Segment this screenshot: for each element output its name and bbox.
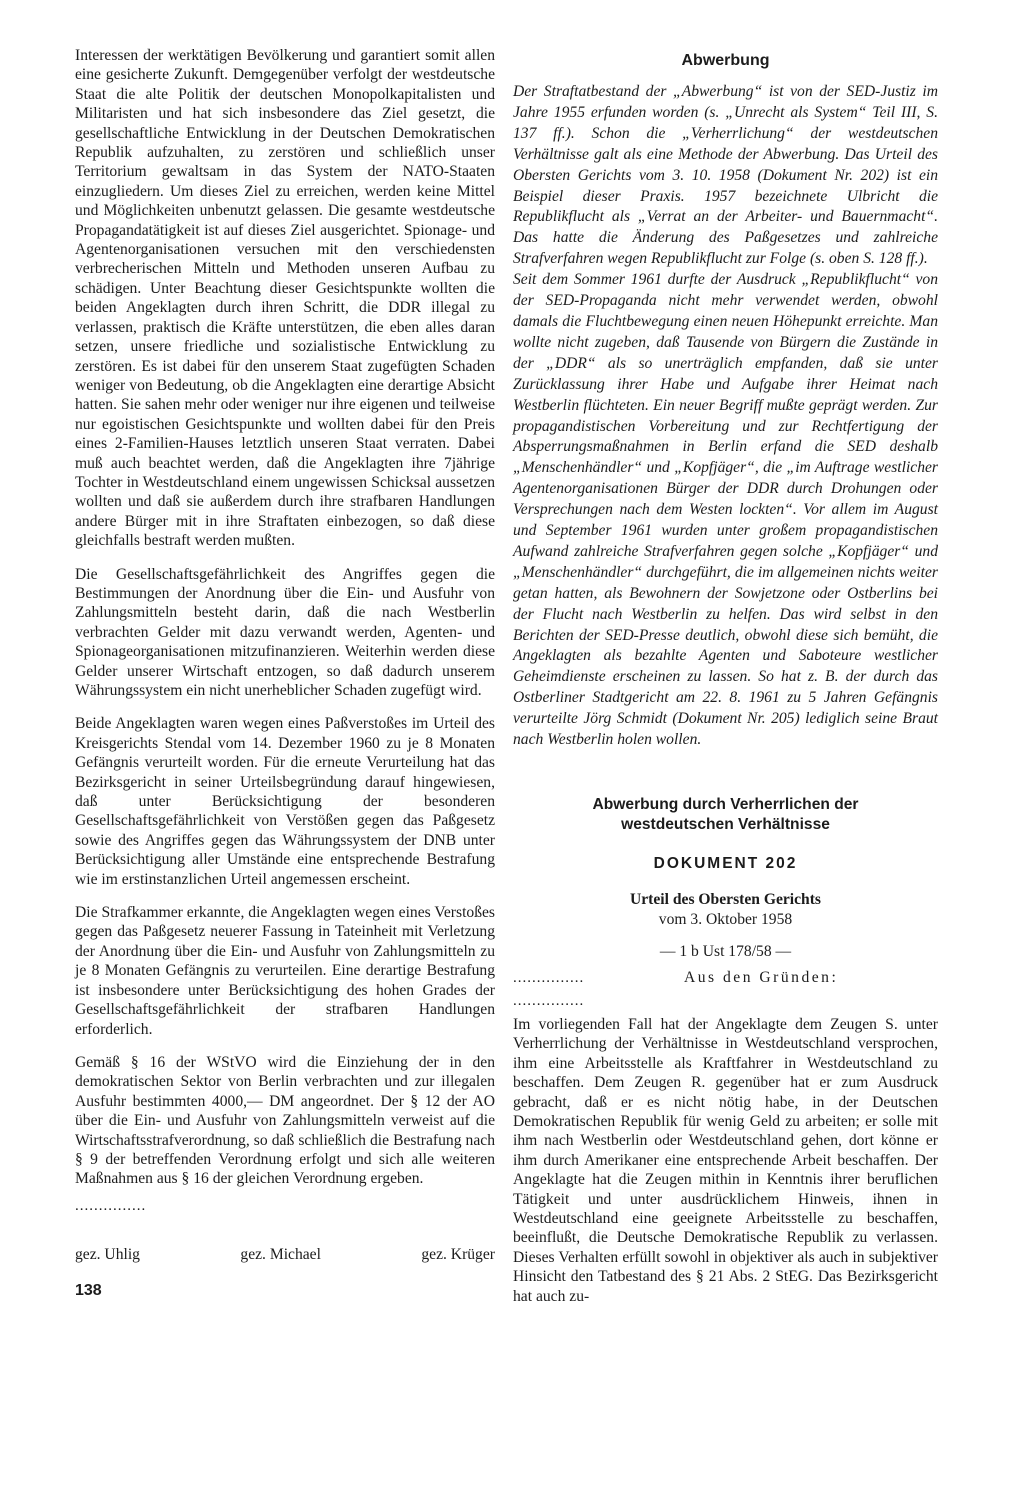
subsection-title-line: Abwerbung durch Verherrlichen der bbox=[592, 796, 859, 813]
left-column bbox=[75, 46, 495, 1300]
subsection-title bbox=[513, 795, 938, 835]
ruling-reference: — 1 b Ust 178/58 — bbox=[659, 943, 792, 960]
document-label: DOKUMENT 202 bbox=[653, 855, 798, 872]
paragraph: Beide Angeklagten waren wegen eines Paßverstoßes im Urteil des Kreisgerichts Stendal vom 14. Dezember 1960 zu je 8 Monaten Gefängnis verurteilt worden. Für die erneute Verurteilung hat das Bezirksgericht in seiner Urteilsbegründung darauf hingewiesen, daß unter Berücksichtigung der besonderen Gesellschaftsgefährlichkeit von Verstößen gegen das Paßgesetz sowie des Angriffes gegen das Währungssystem der DNB unter Berücksichtigung aller Umstände eine entsprechende Bestrafung wie im erstinstanzlichen Urteil angemessen erscheint. bbox=[75, 715, 495, 888]
section-title: Abwerbung bbox=[681, 52, 770, 69]
signature-uhlig: gez. Uhlig bbox=[75, 1245, 140, 1263]
ruling-title: Urteil des Obersten Gerichts bbox=[630, 891, 821, 908]
page-number: 138 bbox=[75, 1281, 102, 1299]
paragraph: Die Gesellschaftsgefährlichkeit des Angriffes gegen die Bestimmungen der Anordnung über die Ein- und Ausfuhr von Zahlungsmitteln besteht darin, daß die nach Westberlin verbrachten Gelder mit dazu verwandt werden, Agenten- und Spionageorganisationen mitzufinanzieren. Weiterhin werden diese Gelder unserer Wirtschaft entzogen, so daß dadurch unserem Währungssystem ein nicht unerheblicher Schaden zugefügt wird. bbox=[75, 565, 495, 699]
grounds-heading-line bbox=[513, 969, 938, 988]
omission-dots: ............... bbox=[513, 970, 585, 986]
signature-krueger: gez. Krüger bbox=[421, 1245, 495, 1263]
omission-dots: ............... bbox=[513, 993, 585, 1009]
grounds-label: Aus den Gründen: bbox=[683, 969, 839, 986]
paragraph: Gemäß § 16 der WStVO wird die Einziehung der in den demokratischen Sektor von Berlin verbrachten und zur illegalen Ausfuhr bestimmten 4000,— DM angeordnet. Der § 12 der AO über die Ein- und Ausfuhr von Zahlungsmitteln verweist auf die Wirtschaftsstrafverordnung, so daß schließlich die Bestrafung nach § 9 der betreffenden Verordnung erfolgt und sich alle weiteren Maßnahmen aus § 16 der gleichen Verordnung ergeben. bbox=[75, 1053, 495, 1188]
omission-dots: ............... bbox=[75, 1197, 147, 1214]
commentary-paragraph: Seit dem Sommer 1961 durfte der Ausdruck „Republikflucht“ von der SED-Propaganda nicht mehr verwendet werden, obwohl damals die Fluchtbewegung einen neuen Höhepunkt erreichte. Man wollte nicht zugeben, daß Tausende von Bürgern die Zustände in der „DDR“ als so unerträglich empfanden, daß sie unter Zurücklassung ihrer Habe und Aufgabe ihrer Heimat nach Westberlin flüchteten. Ein neuer Begriff mußte geprägt werden. Zur propagandistischen Vorbereitung und zur Rechtfertigung der Absperrungsmaßnahmen in Berlin erfand die SED deshalb „Menschenhändler“ und „Kopfjäger“, die „im Auftrage westlicher Agentenorganisationen Bürger der DDR durch Drohungen oder Versprechungen nach dem Westen lockten“. Vor allem im August und September 1961 wurden unter großem propagandistischen Aufwand zahlreiche Strafverfahren gegen solche „Kopfjäger“ und „Menschenhändler“ durchgeführt, die im allgemeinen nichts weiter getan hatten, als Bewohnern der Sowjetzone oder Ostberlins bei der Flucht nach Westberlin zu helfen. Das wird selbst in den Berichten der SED-Presse deutlich, obwohl diese sich bemüht, die Angeklagten als bezahlte Agenten und Saboteure westlicher Geheimdienste erscheinen zu lassen. So hat z. B. der durch das Ostberliner Stadtgericht am 22. 8. 1961 zu 5 Jahren Gefängnis verurteilte Jörg Schmidt (Dokument Nr. 205) lediglich seine Braut nach Westberlin holen wollen. bbox=[513, 271, 938, 749]
paragraph: Die Strafkammer erkannte, die Angeklagten wegen eines Verstoßes gegen das Paßgesetz neuerer Fassung in Tateinheit mit Verletzung der Anordnung über die Ein- und Ausfuhr von Zahlungsmitteln zu je 8 Monaten Gefängnis zu verurteilen. Eine derartige Bestrafung ist insbesondere unter Berücksichtigung des hohen Grades der Gesellschaftsgefährlichkeit der strafbaren Handlungen erforderlich. bbox=[75, 904, 495, 1038]
ruling-body: Im vorliegenden Fall hat der Angeklagte dem Zeugen S. unter Verherrlichung der Verhältnisse in Westdeutschland versprochen, ihm eine Arbeitsstelle als Kraftfahrer in Westdeutschland zu beschaffen. Dem Zeugen R. gegenüber hat er zum Ausdruck gebracht, daß er es nicht nötig habe, in der Deutschen Demokratischen Republik für wenig Geld zu arbeiten; er solle mit ihm nach Westberlin oder Westdeutschland gehen, dort könne er ihm durch Amerikaner eine entsprechende Arbeit beschaffen. Der Angeklagte hat die Zeugen mithin in Kenntnis ihrer beruflichen Tätigkeit und unter ausdrücklichem Hinweis, ihnen in Westdeutschland eine geeignete Arbeitsstelle zu beschaffen, beeinflußt, die Deutsche Demokratische Republik zu verlassen. Dieses Verhalten erfüllt sowohl in objektiver als auch in subjektiver Hinsicht den Tatbestand des § 21 Abs. 2 StEG. Das Bezirksgericht hat auch zu- bbox=[513, 1016, 938, 1305]
signature-michael: gez. Michael bbox=[240, 1245, 321, 1263]
subsection-title-line: westdeutschen Verhältnisse bbox=[621, 816, 830, 833]
paragraph: Interessen der werktätigen Bevölkerung und garantiert somit allen eine gesicherte Zukunft. Demgegenüber verfolgt der westdeutsche Staat die alte Politik der deutschen Monopolkapitalisten und Militaristen und hat sich insbesondere das Ziel gesetzt, die gesellschaftliche Entwicklung in der Deutschen Demokratischen Republik aufzuhalten, zu zerstören und schließlich unser Territorium gewaltsam in das System der NATO-Staaten einzugliedern. Um dieses Ziel zu erreichen, werden keine Mittel und Möglichkeiten unbenutzt gelassen. Die gesamte westdeutsche Propagandatätigkeit ist auf dieses Ziel ausgerichtet. Spionage- und Agentenorganisationen versuchen mit den verschiedensten verbrecherischen Mitteln und Methoden unseren Aufbau zu schädigen. Unter Beachtung dieser Gesichtspunkte wollten die beiden Angeklagten durch ihren Schritt, die DDR illegal zu verlassen, praktisch die Kräfte unterstützen, die eben alles daran setzen, unsere friedliche und sozialistische Entwicklung zu zerstören. Es ist dabei für den unserem Staat zugefügten Schaden weniger von Bedeutung, ob die Angeklagten eine derartige Absicht hatten. Sie sahen mehr oder weniger nur ihre eigenen und teilweise nur egoistischen Gesichtspunkte und wollten dabei für den Preis eines 2-Familien-Hauses letztlich unseren Staat verraten. Dabei muß auch beachtet werden, daß die Angeklagten ihre 7jährige Tochter in Westdeutschland einem ungewissen Schicksal aussetzen wollten und daß sie außerdem durch ihre strafbaren Handlungen andere Bürger mit in ihre Straftaten einbezogen, so daß diese gleichfalls bestraft werden mußten. bbox=[75, 47, 495, 550]
right-column bbox=[513, 46, 938, 1320]
commentary-paragraph: Der Straftatbestand der „Abwerbung“ ist von der SED-Justiz im Jahre 1955 erfunden worden (s. „Unrecht als System“ Teil III, S. 137 ff.). Schon die „Verherrlichung“ der westdeutschen Verhältnisse galt als eine Methode der Abwerbung. Das Urteil des Obersten Gerichts vom 3. 10. 1958 (Dokument Nr. 202) ist ein Beispiel dieser Praxis. 1957 bezeichnete Ulbricht die Republikflucht als „Verrat an der Arbeiter- und Bauernmacht“. Das hatte die Änderung des Paßgesetzes und zahlreiche Strafverfahren wegen Republikflucht zur Folge (s. oben S. 128 ff.). bbox=[513, 83, 938, 268]
ruling-date: vom 3. Oktober 1958 bbox=[658, 911, 793, 928]
signature-line bbox=[75, 1246, 495, 1264]
